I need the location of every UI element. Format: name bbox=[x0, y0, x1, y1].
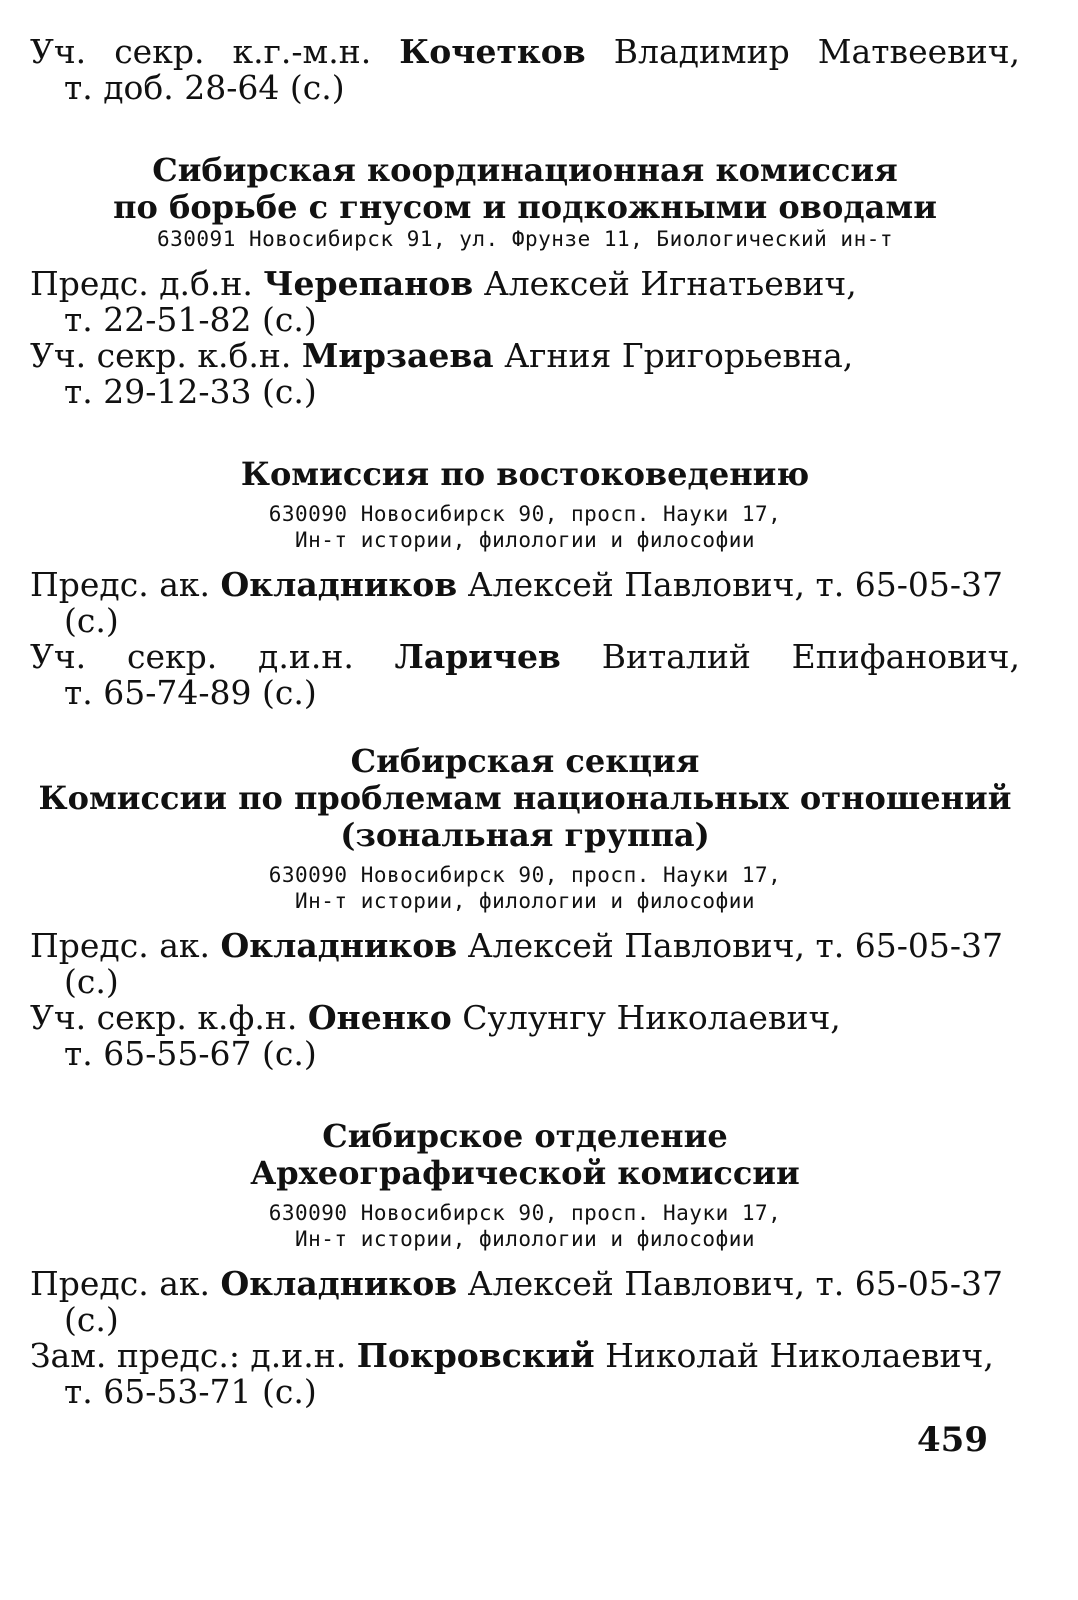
section-heading-line: Сибирская координационная комиссия bbox=[152, 151, 898, 189]
person-prefix: Уч. секр. к.б.н. bbox=[30, 336, 292, 375]
section-oriental-studies bbox=[30, 456, 1020, 711]
top-entry-prefix: Уч. секр. к.г.-м.н. bbox=[30, 32, 372, 71]
person-entry bbox=[30, 639, 1020, 711]
section-national-relations bbox=[30, 743, 1020, 1072]
person-name: Оненко bbox=[307, 998, 452, 1037]
section-address-line: 630090 Новосибирск 90, просп. Науки 17, bbox=[268, 502, 782, 526]
person-prefix: Предс. ак. bbox=[30, 926, 211, 965]
person-entry bbox=[30, 1266, 1020, 1338]
person-rest: Сулунгу Николаевич, bbox=[462, 998, 841, 1037]
person-contact: т. 65-74-89 (с.) bbox=[64, 673, 317, 712]
section-heading-line: (зональная группа) bbox=[340, 816, 710, 854]
section-heading-line: Комиссия по востоковедению bbox=[240, 455, 810, 493]
person-prefix: Предс. д.б.н. bbox=[30, 264, 253, 303]
page-number: 459 bbox=[917, 1420, 988, 1460]
person-name: Мирзаева bbox=[301, 336, 494, 375]
person-rest: Алексей Павлович, т. 65-05-37 bbox=[467, 926, 1003, 965]
section-heading-line: Комиссии по проблемам национальных отношений bbox=[38, 779, 1012, 817]
person-contact: т. 65-55-67 (с.) bbox=[64, 1034, 317, 1073]
section-address-line: 630090 Новосибирск 90, просп. Науки 17, bbox=[268, 863, 782, 887]
person-contact: (с.) bbox=[64, 601, 119, 640]
top-entry-rest: Владимир Матвеевич, bbox=[613, 32, 1021, 71]
section-heading-line: Археографической комиссии bbox=[250, 1154, 800, 1192]
person-entry bbox=[30, 928, 1020, 1000]
person-name: Покровский bbox=[356, 1336, 595, 1375]
section-heading-line: Сибирская секция bbox=[350, 742, 700, 780]
person-name: Окладников bbox=[220, 1264, 458, 1303]
person-rest: Виталий Епифанович, bbox=[601, 637, 1020, 676]
section-address-line: Ин-т истории, филологии и философии bbox=[294, 1227, 755, 1251]
person-name: Ларичев bbox=[394, 637, 561, 676]
person-rest: Алексей Павлович, т. 65-05-37 bbox=[467, 1264, 1003, 1303]
person-line bbox=[30, 639, 1020, 675]
top-entry-line2: т. доб. 28-64 (с.) bbox=[64, 68, 345, 107]
section-gnus-commission bbox=[30, 152, 1020, 410]
person-rest: Алексей Игнатьевич, bbox=[483, 264, 857, 303]
person-rest: Агния Григорьевна, bbox=[504, 336, 854, 375]
person-prefix: Уч. секр. д.и.н. bbox=[30, 637, 354, 676]
person-rest: Николай Николаевич, bbox=[605, 1336, 994, 1375]
person-contact: (с.) bbox=[64, 962, 119, 1001]
top-entry bbox=[30, 34, 1020, 106]
top-entry-line1 bbox=[30, 34, 1020, 70]
section-archaeographic-commission bbox=[30, 1118, 1020, 1410]
section-address-line: 630091 Новосибирск 91, ул. Фрунзе 11, Биологический ин-т bbox=[156, 227, 893, 251]
person-entry bbox=[30, 338, 1020, 410]
document-page bbox=[30, 34, 1020, 1410]
top-entry-name: Кочетков bbox=[399, 32, 586, 71]
person-entry bbox=[30, 266, 1020, 338]
section-heading-line: по борьбе с гнусом и подкожными оводами bbox=[113, 188, 937, 226]
person-entry bbox=[30, 1000, 1020, 1072]
section-address-line: Ин-т истории, филологии и философии bbox=[294, 528, 755, 552]
person-prefix: Уч. секр. к.ф.н. bbox=[30, 998, 298, 1037]
person-prefix: Предс. ак. bbox=[30, 1264, 211, 1303]
person-entry bbox=[30, 1338, 1020, 1410]
person-contact: т. 65-53-71 (с.) bbox=[64, 1372, 317, 1411]
person-prefix: Предс. ак. bbox=[30, 565, 211, 604]
section-address-line: Ин-т истории, филологии и философии bbox=[294, 889, 755, 913]
person-name: Черепанов bbox=[263, 264, 474, 303]
section-heading-line: Сибирское отделение bbox=[322, 1117, 728, 1155]
person-contact: т. 22-51-82 (с.) bbox=[64, 300, 317, 339]
person-name: Окладников bbox=[220, 565, 458, 604]
person-rest: Алексей Павлович, т. 65-05-37 bbox=[467, 565, 1003, 604]
person-entry bbox=[30, 567, 1020, 639]
person-prefix: Зам. предс.: д.и.н. bbox=[30, 1336, 347, 1375]
person-contact: т. 29-12-33 (с.) bbox=[64, 372, 317, 411]
person-name: Окладников bbox=[220, 926, 458, 965]
section-address-line: 630090 Новосибирск 90, просп. Науки 17, bbox=[268, 1201, 782, 1225]
person-contact: (с.) bbox=[64, 1300, 119, 1339]
